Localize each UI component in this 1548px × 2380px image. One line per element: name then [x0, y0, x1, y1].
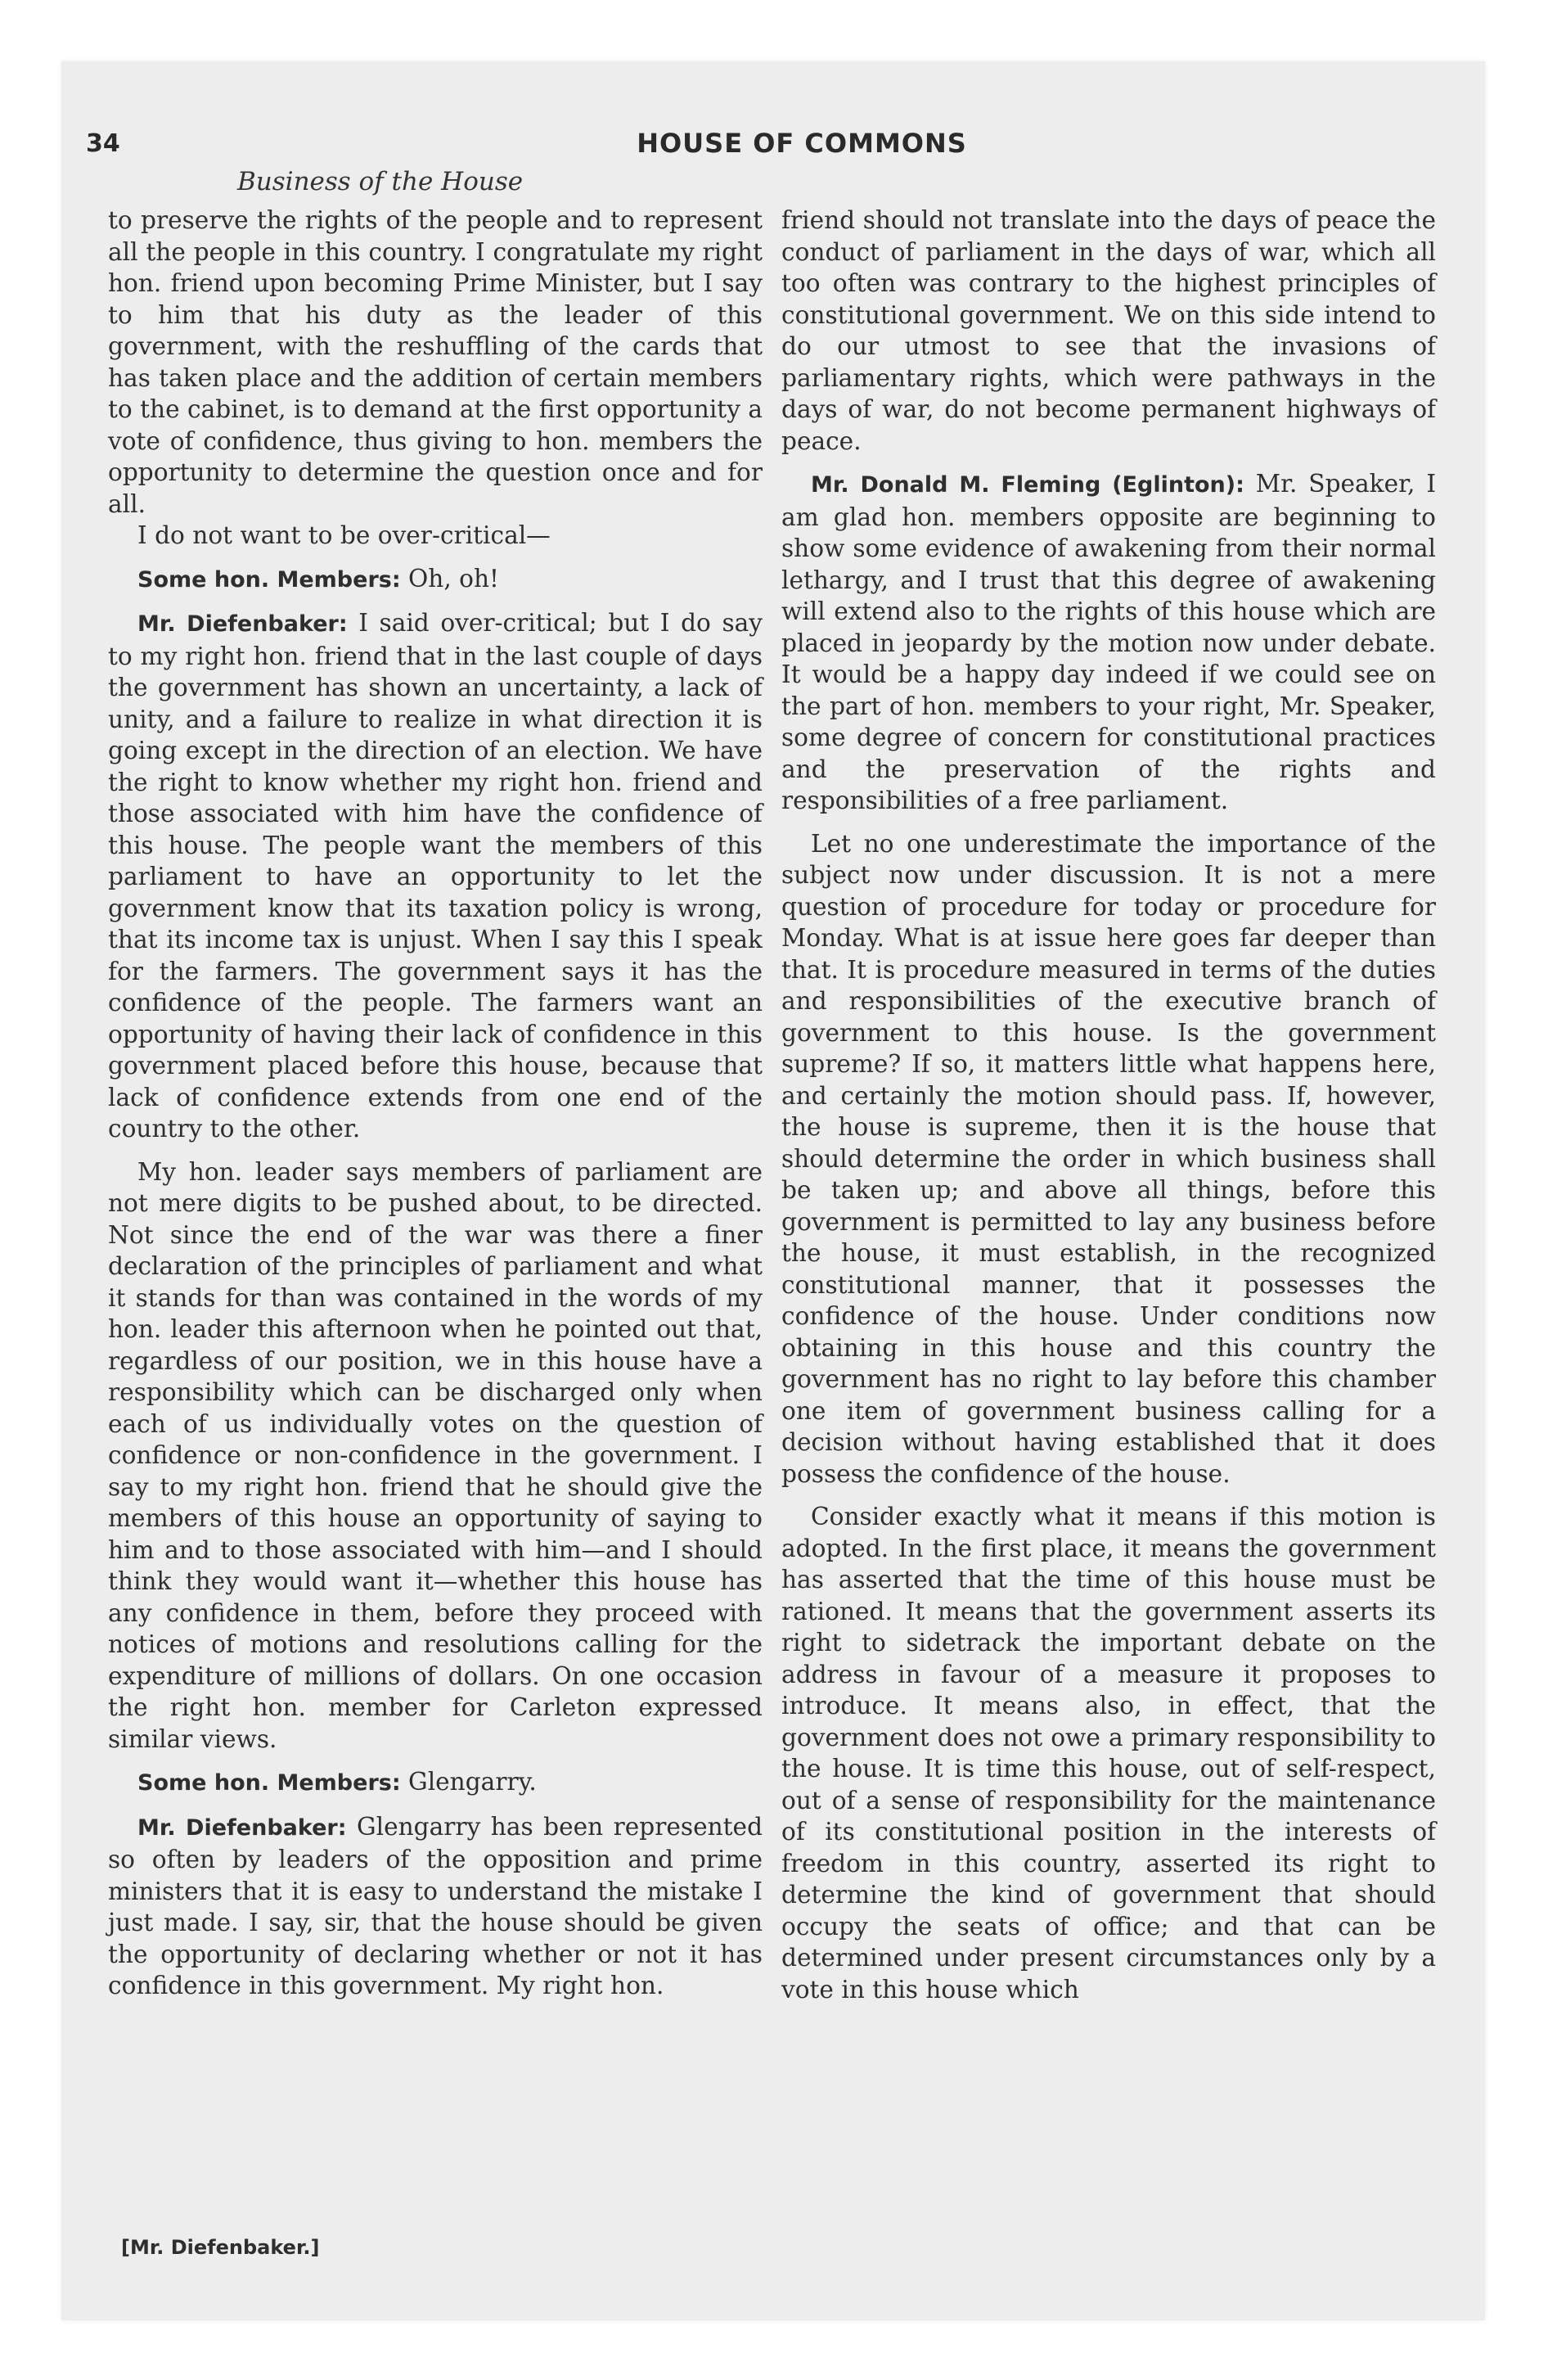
speaker-label: Mr. Diefenbaker:	[137, 611, 348, 637]
speaker-label: Some hon. Members:	[137, 566, 401, 593]
speech-paragraph	[781, 468, 1436, 817]
speaker-label: Some hon. Members:	[137, 1770, 401, 1796]
paragraph: Consider exactly what it means if this motion is adopted. In the first place, it means the government has asserted that the time of this house must be rationed. It means that the government asserts its right to sidetrack the important debate on the address in favour of a measure it proposes to introduce. It means also, in effect, that the government does not owe a primary responsibility to the house. It is time this house, out of self-respect, out of a sense of responsibility for the maintenance of its constitutional position in the interests of freedom in this country, asserted its right to determine the kind of government that should occupy the seats of office; and that can be determined under present circumstances only by a vote in this house which	[781, 1503, 1436, 2004]
speaker-label: Mr. Donald M. Fleming (Eglinton):	[811, 472, 1244, 498]
speech-text: Mr. Speaker, I am glad hon. members opposite are beginning to show some evidence of awakening from their normal lethargy, and I trust that this degree of awakening will extend also to the rights of this house which are placed in jeopardy by the motion now under debate. It would be a happy day indeed if we could see on the part of hon. members to your right, Mr. Speaker, some degree of concern for constitutional practices and the preservation of the rights and responsibilities of a free parliament.	[781, 470, 1437, 814]
left-column	[108, 205, 763, 2002]
footer-speaker-reference: [Mr. Diefenbaker.]	[121, 2236, 320, 2259]
speech-paragraph	[108, 563, 763, 597]
speech-text: Glengarry.	[400, 1768, 537, 1796]
paragraph: I do not want to be over-critical—	[137, 521, 551, 549]
speech-text: Glengarry has been represented so often by leaders of the opposition and prime ministers that it is easy to understand the mistake I just made. I say, sir, that the house should be given the opportunity of declaring whether or not it has confidence in this government. My right hon.	[108, 1812, 763, 1999]
paragraph: friend should not translate into the days of peace the conduct of parliament in the days of war, which all too often was contrary to the highest principles of constitutional government. We on this side intend to do our utmost to see that the invasions of parliamentary rights, which were pathways in the days of war, do not become permanent highways of peace.	[781, 206, 1436, 455]
speaker-label: Mr. Diefenbaker:	[137, 1814, 347, 1841]
paragraph: My hon. leader says members of parliament are not mere digits to be pushed about, to be directed. Not since the end of the war was there a finer declaration of the principles of parliament and what it stands for than was contained in the words of my hon. leader this afternoon when he pointed out that, regardless of our position, we in this house have a responsibility which can be discharged only when each of us individually votes on the question of confidence or non-confidence in the government. I say to my right hon. friend that he should give the members of this house an opportunity of saying to him and to those associated with him—and I should think they would want it—whether this house has any confidence in them, before they proceed with notices of motions and resolutions calling for the expenditure of millions of dollars. On one occasion the right hon. member for Carleton expressed similar views.	[108, 1157, 763, 1753]
section-head: Business of the House	[237, 167, 524, 196]
running-head: HOUSE OF COMMONS	[637, 128, 967, 159]
speech-paragraph	[108, 607, 763, 1145]
paragraph: to preserve the rights of the people and to represent all the people in this country. I congratulate my right hon. friend upon becoming Prime Minister, but I say to him that his duty as the leader of this government, with the reshuffling of the cards that has taken place and the addition of certain members to the cabinet, is to demand at the first opportunity a vote of confidence, thus giving to hon. members the opportunity to determine the question once and for all.	[108, 206, 763, 518]
page-number: 34	[86, 129, 120, 158]
speech-text: I said over-critical; but I do say to my right hon. friend that in the last couple of days the government has shown an uncertainty, a lack of unity, and a failure to realize in what direction it is going except in the direction of an election. We have the right to know whether my right hon. friend and those associated with him have the confidence of this house. The people want the members of this parliament to have an opportunity to let the government know that its taxation policy is wrong, that its income tax is unjust. When I say this I speak for the farmers. The government says it has the confidence of the people. The farmers want an opportunity of having their lack of confidence in this government placed before this house, because that lack of confidence extends from one end of the country to the other.	[108, 609, 763, 1143]
speech-text: Oh, oh!	[400, 564, 499, 593]
right-column	[781, 205, 1436, 2005]
speech-paragraph	[108, 1811, 763, 2002]
speech-paragraph	[108, 1766, 763, 1800]
paragraph: Let no one underestimate the importance of the subject now under discussion. It is not a mere question of procedure for today or procedure for Monday. What is at issue here goes far deeper than that. It is procedure measured in terms of the duties and responsibilities of the executive branch of government to this house. Is the government supreme? If so, it matters little what happens here, and certainly the motion should pass. If, however, the house is supreme, then it is the house that should determine the order in which business shall be taken up; and above all things, before this government is permitted to lay any business before the house, it must establish, in the recognized constitutional manner, that it possesses the confidence of the house. Under conditions now obtaining in this house and this country the government has no right to lay before this chamber one item of government business calling for a decision without having established that it does possess the confidence of the house.	[781, 829, 1436, 1488]
